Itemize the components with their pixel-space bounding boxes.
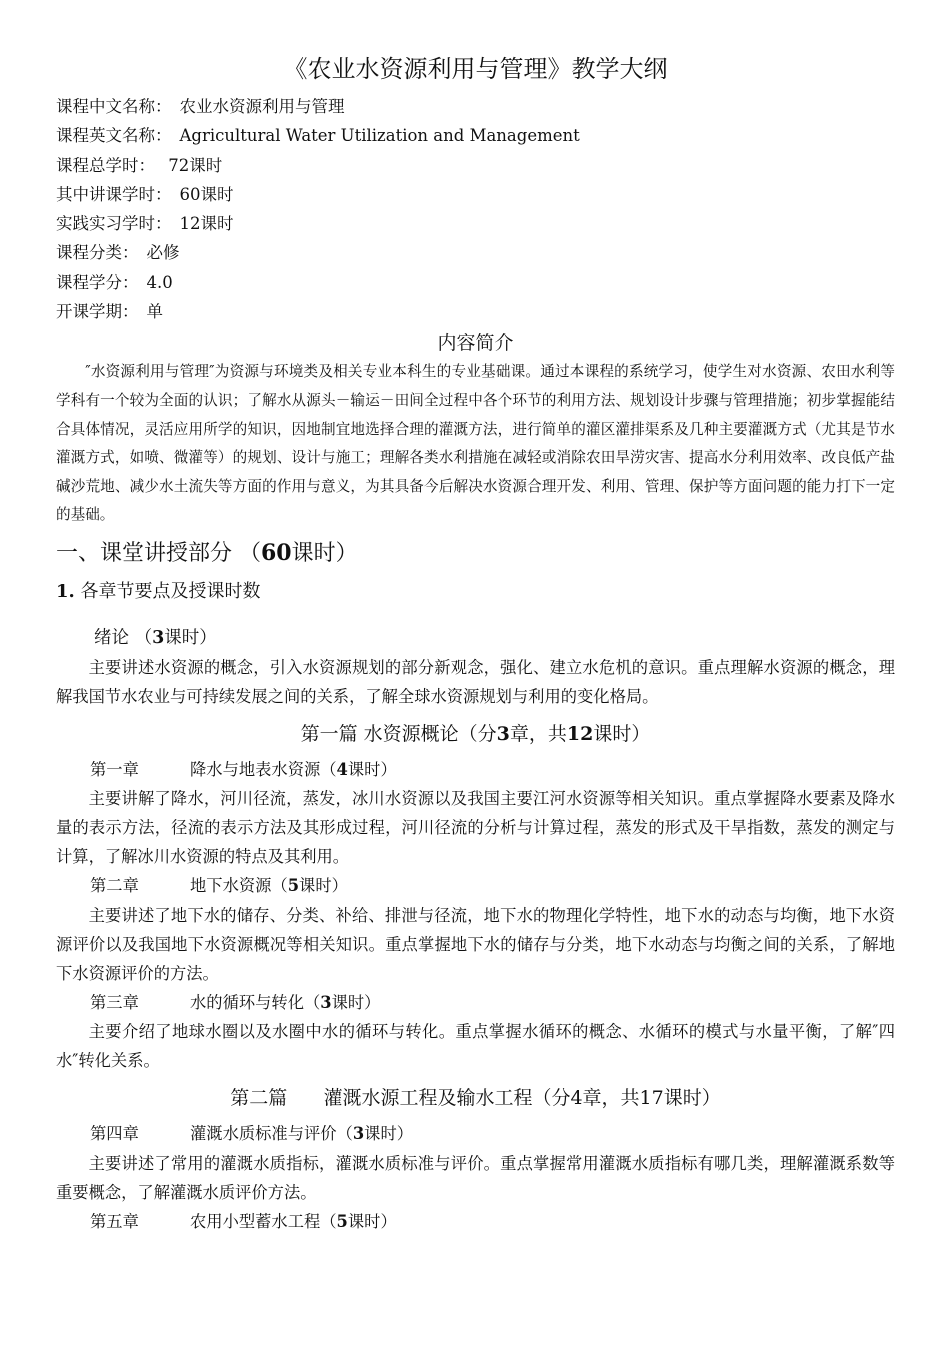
chapter-heading <box>56 755 895 785</box>
meta-key: 课程中文名称： <box>56 97 172 116</box>
meta-value: 农业水资源利用与管理 <box>179 97 345 116</box>
meta-category <box>56 238 895 267</box>
meta-value: Agricultural Water Utilization and Management <box>179 126 580 146</box>
meta-practice-hours <box>56 209 895 238</box>
chapter-suffix: 课时） <box>299 876 348 896</box>
section-heading-prefix: 一、课堂讲授部分 （ <box>56 540 261 566</box>
chapter-suffix: 课时） <box>331 992 381 1012</box>
chapter-paragraph: 主要讲解了降水，河川径流，蒸发，冰川水资源以及我国主要江河水资源等相关知识。重点掌握降水要素及降水量的表示方法，径流的表示方法及其形成过程，河川径流的分析与计算过程，蒸发的形式及干旱指数，蒸发的测定与计算，了解冰川水资源的特点及其利用。 <box>56 789 895 867</box>
chapter-hours: 4 <box>336 759 348 779</box>
meta-key: 课程总学时： <box>56 155 155 175</box>
chapter-heading <box>56 1207 895 1237</box>
chapter-hours: 5 <box>336 1211 348 1231</box>
chapter-heading <box>56 988 895 1018</box>
subsection-heading <box>56 575 895 609</box>
chapter-name: 农用小型蓄水工程（ <box>190 1211 337 1231</box>
section-heading-hours: 60 <box>261 539 292 566</box>
chapter-name: 降水与地表水资源（ <box>190 759 337 779</box>
part-one-title <box>56 719 895 749</box>
meta-value: 72课时 <box>163 155 223 175</box>
meta-lecture-hours <box>56 180 895 209</box>
course-meta <box>56 92 895 326</box>
chapter-paragraph: 主要讲述了常用的灌溉水质指标，灌溉水质标准与评价。重点掌握常用灌溉水质指标有哪几类，理解灌溉系数等重要概念，了解灌溉水质评价方法。 <box>56 1153 895 1202</box>
chapter-heading <box>56 871 895 901</box>
meta-key: 课程分类： <box>56 243 139 263</box>
intro-heading: 内容简介 <box>437 332 514 355</box>
meta-cn-name <box>56 92 895 121</box>
meta-value: 12课时 <box>179 214 234 234</box>
chapter-paragraph: 主要讲述了地下水的储存、分类、补给、排泄与径流，地下水的物理化学特性，地下水的动态与均衡，地下水资源评价以及我国地下水资源概况等相关知识。重点掌握地下水的储存与分类，地下水动态与均衡之间的关系，了解地下水资源评价的方法。 <box>56 905 895 983</box>
meta-key: 实践实习学时： <box>56 214 172 234</box>
chapter-hours: 3 <box>352 1124 365 1144</box>
meta-value: 4.0 <box>146 272 173 292</box>
part-one-prefix: 第一篇 水资源概论（分 <box>300 722 497 745</box>
chapter-hours: 5 <box>287 876 300 896</box>
section-heading-lectures <box>56 536 895 571</box>
part-one-hours: 12 <box>566 722 594 745</box>
introduction-suffix: 课时） <box>164 627 217 648</box>
meta-key: 开课学期： <box>56 302 139 322</box>
introduction-hours: 3 <box>152 627 165 648</box>
part-one-suffix: 课时） <box>593 722 651 745</box>
chapter-number: 第三章 <box>90 992 139 1012</box>
chapter-suffix: 课时） <box>347 1211 397 1231</box>
chapter-suffix: 课时） <box>347 759 397 779</box>
chapter-number: 第一章 <box>90 759 139 779</box>
introduction-title: 绪论 （ <box>94 627 153 648</box>
introduction-heading <box>94 623 895 653</box>
chapter-paragraph: 主要介绍了地球水圈以及水圈中水的循环与转化。重点掌握水循环的概念、水循环的模式与水量平衡，了解″四水″转化关系。 <box>56 1022 895 1071</box>
meta-value: 单 <box>146 302 163 322</box>
section-heading-suffix: 课时） <box>291 540 358 566</box>
meta-key: 其中讲课学时： <box>56 184 172 204</box>
intro-paragraph: ″水资源利用与管理″为资源与环境类及相关专业本科生的专业基础课。通过本课程的系统学习，使学生对水资源、农田水利等学科有一个较为全面的认识；了解水从源头－输运－田间全过程中各个环节的利用方法、规划设计步骤与管理措施；初步掌握能结合具体情况，灵活应用所学的知识，因地制宜地选择合理的灌溉方法，进行简单的灌区灌排渠系及几种主要灌溉方式（尤其是节水灌溉方式，如喷、微灌等）的规划、设计与施工；理解各类水利措施在减轻或消除农田旱涝灾害、提高水分利用效率、改良低产盐碱沙荒地、减少水土流失等方面的作用与意义，为其具备今后解决水资源合理开发、利用、管理、保护等方面问题的能力打下一定的基础。 <box>56 363 895 524</box>
chapter-number: 第五章 <box>90 1211 139 1231</box>
meta-total-hours <box>56 151 895 180</box>
meta-value: 必修 <box>146 243 180 263</box>
chapter-name: 地下水资源（ <box>190 876 288 896</box>
meta-key: 课程学分： <box>56 272 139 292</box>
meta-credits <box>56 268 895 297</box>
chapter-hours: 3 <box>320 992 332 1012</box>
chapter-suffix: 课时） <box>364 1124 414 1144</box>
chapter-number: 第四章 <box>90 1124 139 1144</box>
chapter-number: 第二章 <box>90 876 139 896</box>
part-one-mid: 章，共 <box>509 722 567 745</box>
meta-en-name <box>56 121 895 150</box>
introduction-paragraph: 主要讲述水资源的概念，引入水资源规划的部分新观念，强化、建立水危机的意识。重点理解水资源的概念，理解我国节水农业与可持续发展之间的关系，了解全球水资源规划与利用的变化格局。 <box>56 657 895 706</box>
part-two-title: 第二篇 灌溉水源工程及输水工程（分4章，共17课时） <box>230 1087 721 1110</box>
chapter-name: 灌溉水质标准与评价（ <box>190 1124 353 1144</box>
subsection-text: 各章节要点及授课时数 <box>74 580 261 602</box>
meta-semester <box>56 297 895 326</box>
chapter-heading <box>56 1119 895 1149</box>
part-one-chapter-count: 3 <box>496 722 510 745</box>
chapter-name: 水的循环与转化（ <box>190 992 321 1012</box>
document-title: 《农业水资源利用与管理》教学大纲 <box>283 55 668 83</box>
subsection-number: 1. <box>56 580 75 602</box>
meta-key: 课程英文名称： <box>56 126 172 146</box>
meta-value: 60课时 <box>179 184 234 204</box>
